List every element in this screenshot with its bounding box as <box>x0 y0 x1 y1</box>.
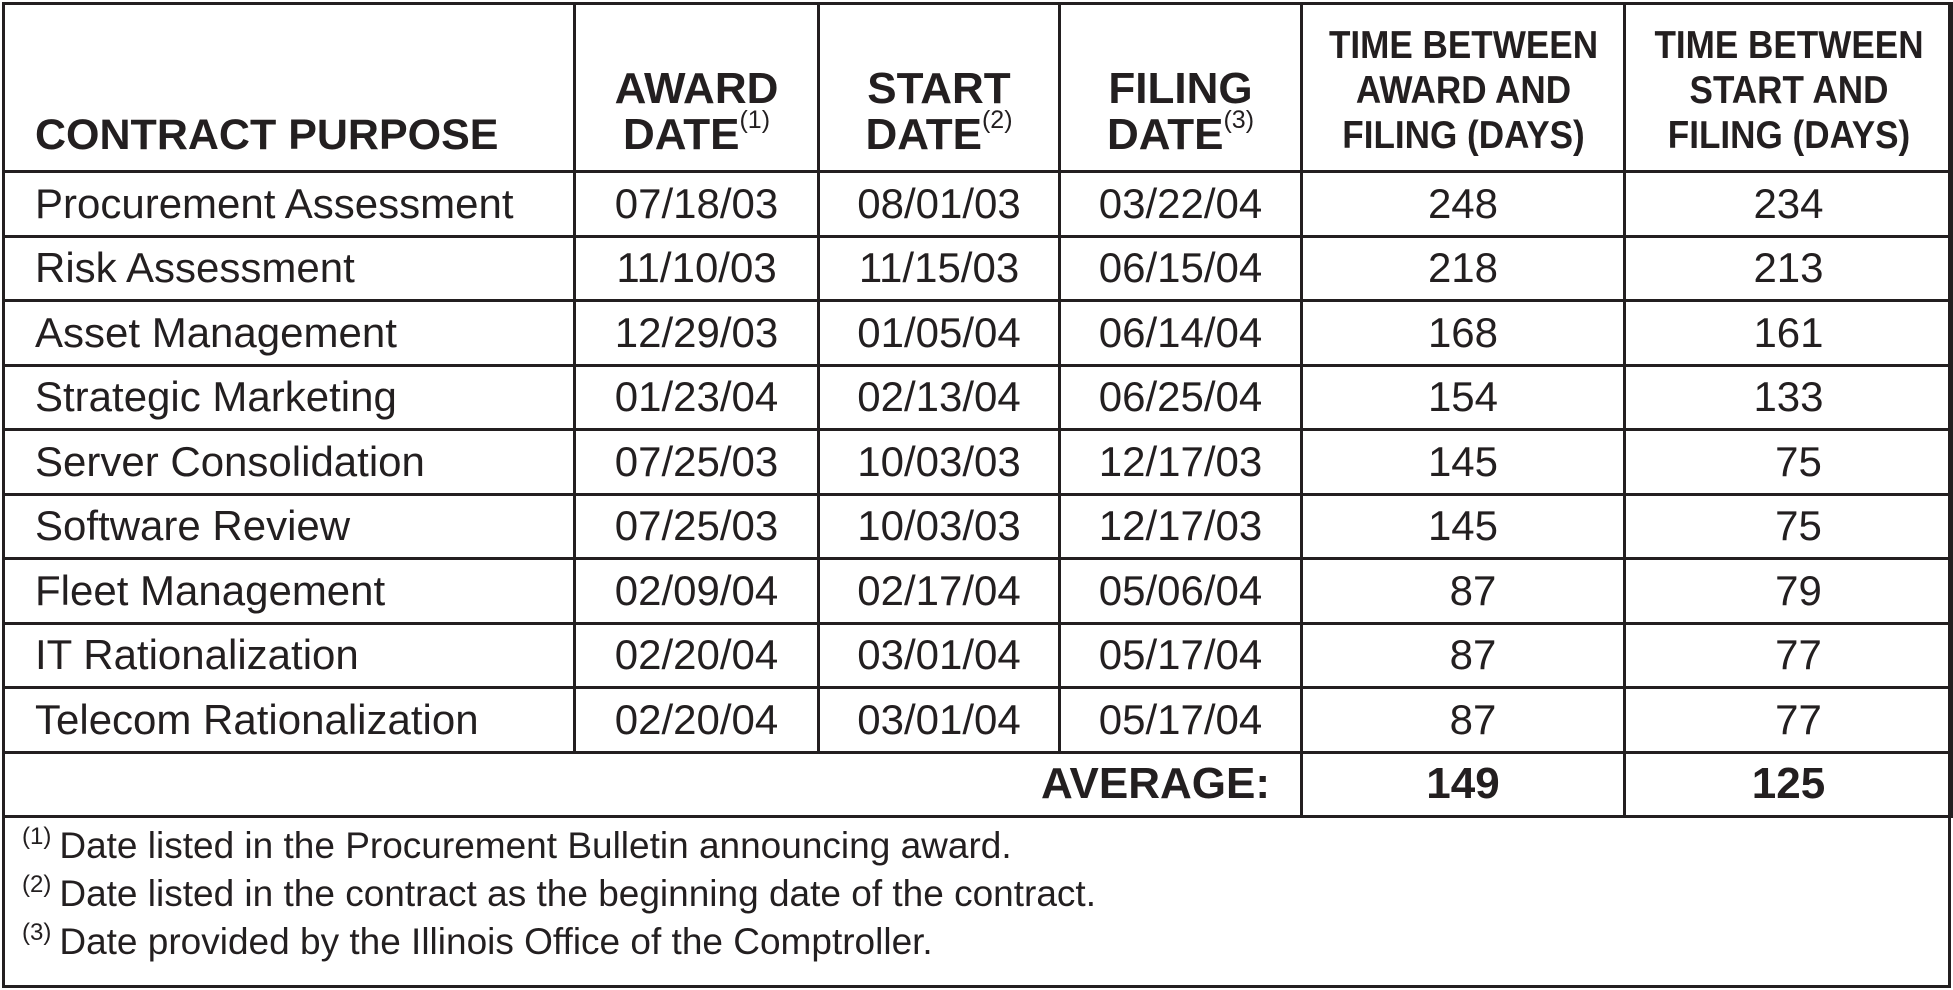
cell-award-date: 11/10/03 <box>575 236 819 301</box>
footnotes <box>22 822 1922 966</box>
header-award-date-line1: AWARD <box>614 64 779 113</box>
cell-start-date: 02/13/04 <box>819 365 1060 430</box>
cell-start-to-filing: 161 <box>1625 301 1953 366</box>
header-start-to-filing-line3: FILING (DAYS) <box>1667 114 1910 157</box>
cell-start-date: 08/01/03 <box>819 172 1060 237</box>
cell-start-to-filing: 133 <box>1625 365 1953 430</box>
table-row <box>4 494 1953 559</box>
cell-filing-date: 06/15/04 <box>1060 236 1302 301</box>
cell-award-date: 07/25/03 <box>575 430 819 495</box>
cell-start-to-filing: 213 <box>1625 236 1953 301</box>
cell-start-date: 03/01/04 <box>819 623 1060 688</box>
header-start-to-filing-line1: TIME BETWEEN <box>1653 24 1924 67</box>
cell-filing-date: 12/17/03 <box>1060 430 1302 495</box>
header-start-date-line2: DATE <box>865 110 982 159</box>
footnote-marker: (1) <box>22 823 52 850</box>
header-award-to-filing-line3: FILING (DAYS) <box>1341 114 1585 157</box>
cell-contract-purpose: Telecom Rationalization <box>4 688 575 753</box>
footnote <box>22 918 1922 966</box>
cell-start-date: 03/01/04 <box>819 688 1060 753</box>
cell-start-to-filing: 75 <box>1625 494 1953 559</box>
table-row <box>4 430 1953 495</box>
header-filing-date-line2: DATE <box>1106 110 1224 159</box>
table-row <box>4 559 1953 624</box>
average-award-to-filing: 149 <box>1302 752 1625 816</box>
table-row <box>4 236 1953 301</box>
cell-award-to-filing: 87 <box>1302 623 1625 688</box>
header-award-to-filing-line1: TIME BETWEEN <box>1328 24 1598 67</box>
cell-award-to-filing: 145 <box>1302 494 1625 559</box>
contracts-table <box>2 2 1953 818</box>
cell-start-date: 10/03/03 <box>819 494 1060 559</box>
cell-contract-purpose: Software Review <box>4 494 575 559</box>
header-filing-date-footnote-marker: (3) <box>1223 106 1255 134</box>
header-filing-date <box>1060 4 1302 172</box>
header-award-date <box>575 4 819 172</box>
cell-award-date: 07/25/03 <box>575 494 819 559</box>
table-row <box>4 623 1953 688</box>
footnote <box>22 822 1922 870</box>
cell-contract-purpose: Procurement Assessment <box>4 172 575 237</box>
average-row <box>4 752 1953 816</box>
footnote-text: Date listed in the Procurement Bulletin announcing award. <box>59 825 1012 866</box>
cell-award-to-filing: 87 <box>1302 688 1625 753</box>
header-contract-purpose-text: CONTRACT PURPOSE <box>35 111 499 159</box>
footnote-marker: (2) <box>22 871 52 898</box>
cell-filing-date: 03/22/04 <box>1060 172 1302 237</box>
header-start-date <box>819 4 1060 172</box>
table-row <box>4 688 1953 753</box>
cell-filing-date: 05/06/04 <box>1060 559 1302 624</box>
cell-start-date: 01/05/04 <box>819 301 1060 366</box>
header-contract-purpose <box>4 4 575 172</box>
cell-award-to-filing: 87 <box>1302 559 1625 624</box>
cell-contract-purpose: IT Rationalization <box>4 623 575 688</box>
average-start-to-filing: 125 <box>1625 752 1953 816</box>
cell-filing-date: 05/17/04 <box>1060 688 1302 753</box>
cell-award-date: 01/23/04 <box>575 365 819 430</box>
cell-filing-date: 05/17/04 <box>1060 623 1302 688</box>
header-start-to-filing-line2: START AND <box>1689 69 1888 112</box>
cell-contract-purpose: Fleet Management <box>4 559 575 624</box>
cell-start-date: 02/17/04 <box>819 559 1060 624</box>
cell-start-to-filing: 77 <box>1625 623 1953 688</box>
header-award-to-filing <box>1318 4 1609 172</box>
header-start-date-footnote-marker: (2) <box>981 106 1013 134</box>
cell-award-to-filing: 145 <box>1302 430 1625 495</box>
header-start-date-line1: START <box>867 64 1011 113</box>
footnote-marker: (3) <box>22 919 52 946</box>
header-award-to-filing-line2: AWARD AND <box>1355 69 1571 112</box>
cell-award-to-filing: 154 <box>1302 365 1625 430</box>
cell-start-date: 10/03/03 <box>819 430 1060 495</box>
table-row <box>4 172 1953 237</box>
cell-award-to-filing: 168 <box>1302 301 1625 366</box>
cell-filing-date: 06/25/04 <box>1060 365 1302 430</box>
cell-award-date: 02/09/04 <box>575 559 819 624</box>
cell-start-date: 11/15/03 <box>819 236 1060 301</box>
table-row <box>4 301 1953 366</box>
header-award-date-footnote-marker: (1) <box>739 106 771 134</box>
cell-award-date: 02/20/04 <box>575 623 819 688</box>
header-award-date-line2: DATE <box>622 110 740 159</box>
footnote-text: Date provided by the Illinois Office of the Comptroller. <box>59 921 933 962</box>
table-row <box>4 365 1953 430</box>
cell-start-to-filing: 79 <box>1625 559 1953 624</box>
header-filing-date-line1: FILING <box>1108 64 1253 113</box>
cell-contract-purpose: Asset Management <box>4 301 575 366</box>
cell-award-to-filing: 248 <box>1302 172 1625 237</box>
footnote <box>22 870 1922 918</box>
cell-start-to-filing: 234 <box>1625 172 1953 237</box>
cell-award-date: 12/29/03 <box>575 301 819 366</box>
header-row <box>4 4 1953 172</box>
cell-filing-date: 12/17/03 <box>1060 494 1302 559</box>
cell-start-to-filing: 75 <box>1625 430 1953 495</box>
footnote-text: Date listed in the contract as the beginning date of the contract. <box>59 873 1096 914</box>
average-label: AVERAGE: <box>4 752 1302 816</box>
cell-start-to-filing: 77 <box>1625 688 1953 753</box>
cell-filing-date: 06/14/04 <box>1060 301 1302 366</box>
cell-award-to-filing: 218 <box>1302 236 1625 301</box>
cell-contract-purpose: Risk Assessment <box>4 236 575 301</box>
header-start-to-filing <box>1641 4 1936 172</box>
cell-contract-purpose: Server Consolidation <box>4 430 575 495</box>
cell-award-date: 02/20/04 <box>575 688 819 753</box>
cell-contract-purpose: Strategic Marketing <box>4 365 575 430</box>
cell-award-date: 07/18/03 <box>575 172 819 237</box>
